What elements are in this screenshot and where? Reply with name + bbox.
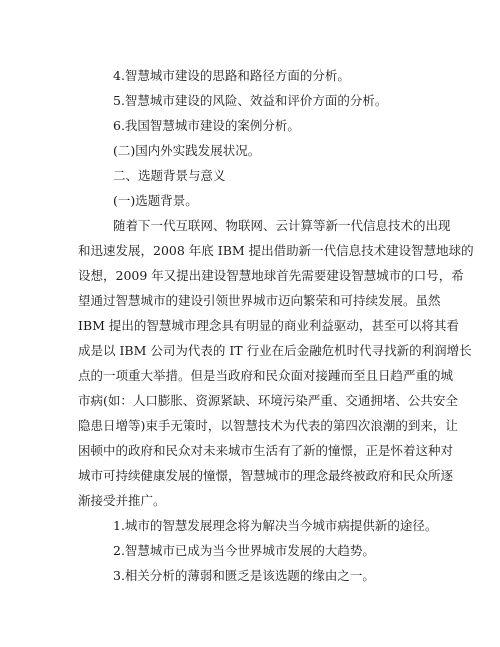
- paragraph-line: 渐接受并推广。: [78, 493, 166, 508]
- paragraph-line: IBM 提出的智慧城市理念具有明显的商业利益驱动，甚至可以将其看: [78, 318, 459, 333]
- list-item: 6.我国智慧城市建设的案例分析。: [113, 118, 300, 133]
- subsection-heading: (二)国内外实践发展状况。: [113, 143, 261, 158]
- list-item: 3.相关分析的薄弱和匮乏是该选题的缘由之一。: [113, 568, 375, 583]
- list-item: 1.城市的智慧发展理念将为解决当今城市病提供新的途径。: [113, 518, 438, 533]
- paragraph-line: 随着下一代互联网、物联网、云计算等新一代信息技术的出现: [113, 218, 451, 233]
- list-item: 2.智慧城市已成为当今世界城市发展的大趋势。: [113, 543, 375, 558]
- paragraph-line: 困顿中的政府和民众对未来城市生活有了新的憧憬，正是怀着这种对: [78, 443, 454, 458]
- paragraph-line: 城市可持续健康发展的憧憬，智慧城市的理念最终被政府和民众所逐: [78, 468, 454, 483]
- list-item: 4.智慧城市建设的思路和路径方面的分析。: [113, 68, 350, 83]
- paragraph-line: 和迅速发展，2008 年底 IBM 提出借助新一代信息技术建设智慧地球的: [78, 243, 474, 258]
- paragraph-line: 点的一项重大举措。但是当政府和民众面对接踵而至且日趋严重的城: [78, 368, 454, 383]
- paragraph-line: 市病(如：人口膨胀、资源紧缺、环境污染严重、交通拥堵、公共安全: [78, 393, 458, 408]
- paragraph-line: 设想，2009 年又提出建设智慧地球首先需要建设智慧城市的口号，希: [78, 268, 464, 283]
- paragraph-line: 隐患日增等)束手无策时，以智慧技术为代表的第四次浪潮的到来，让: [78, 418, 458, 433]
- subsection-heading: (一)选题背景。: [113, 193, 198, 208]
- paragraph-line: 望通过智慧城市的建设引领世界城市迈向繁荣和可持续发展。虽然: [78, 293, 441, 308]
- paragraph-line: 成是以 IBM 公司为代表的 IT 行业在后金融危机时代寻找新的利润增长: [78, 343, 472, 358]
- section-heading: 二、选题背景与意义: [113, 168, 226, 183]
- list-item: 5.智慧城市建设的风险、效益和评价方面的分析。: [113, 93, 388, 108]
